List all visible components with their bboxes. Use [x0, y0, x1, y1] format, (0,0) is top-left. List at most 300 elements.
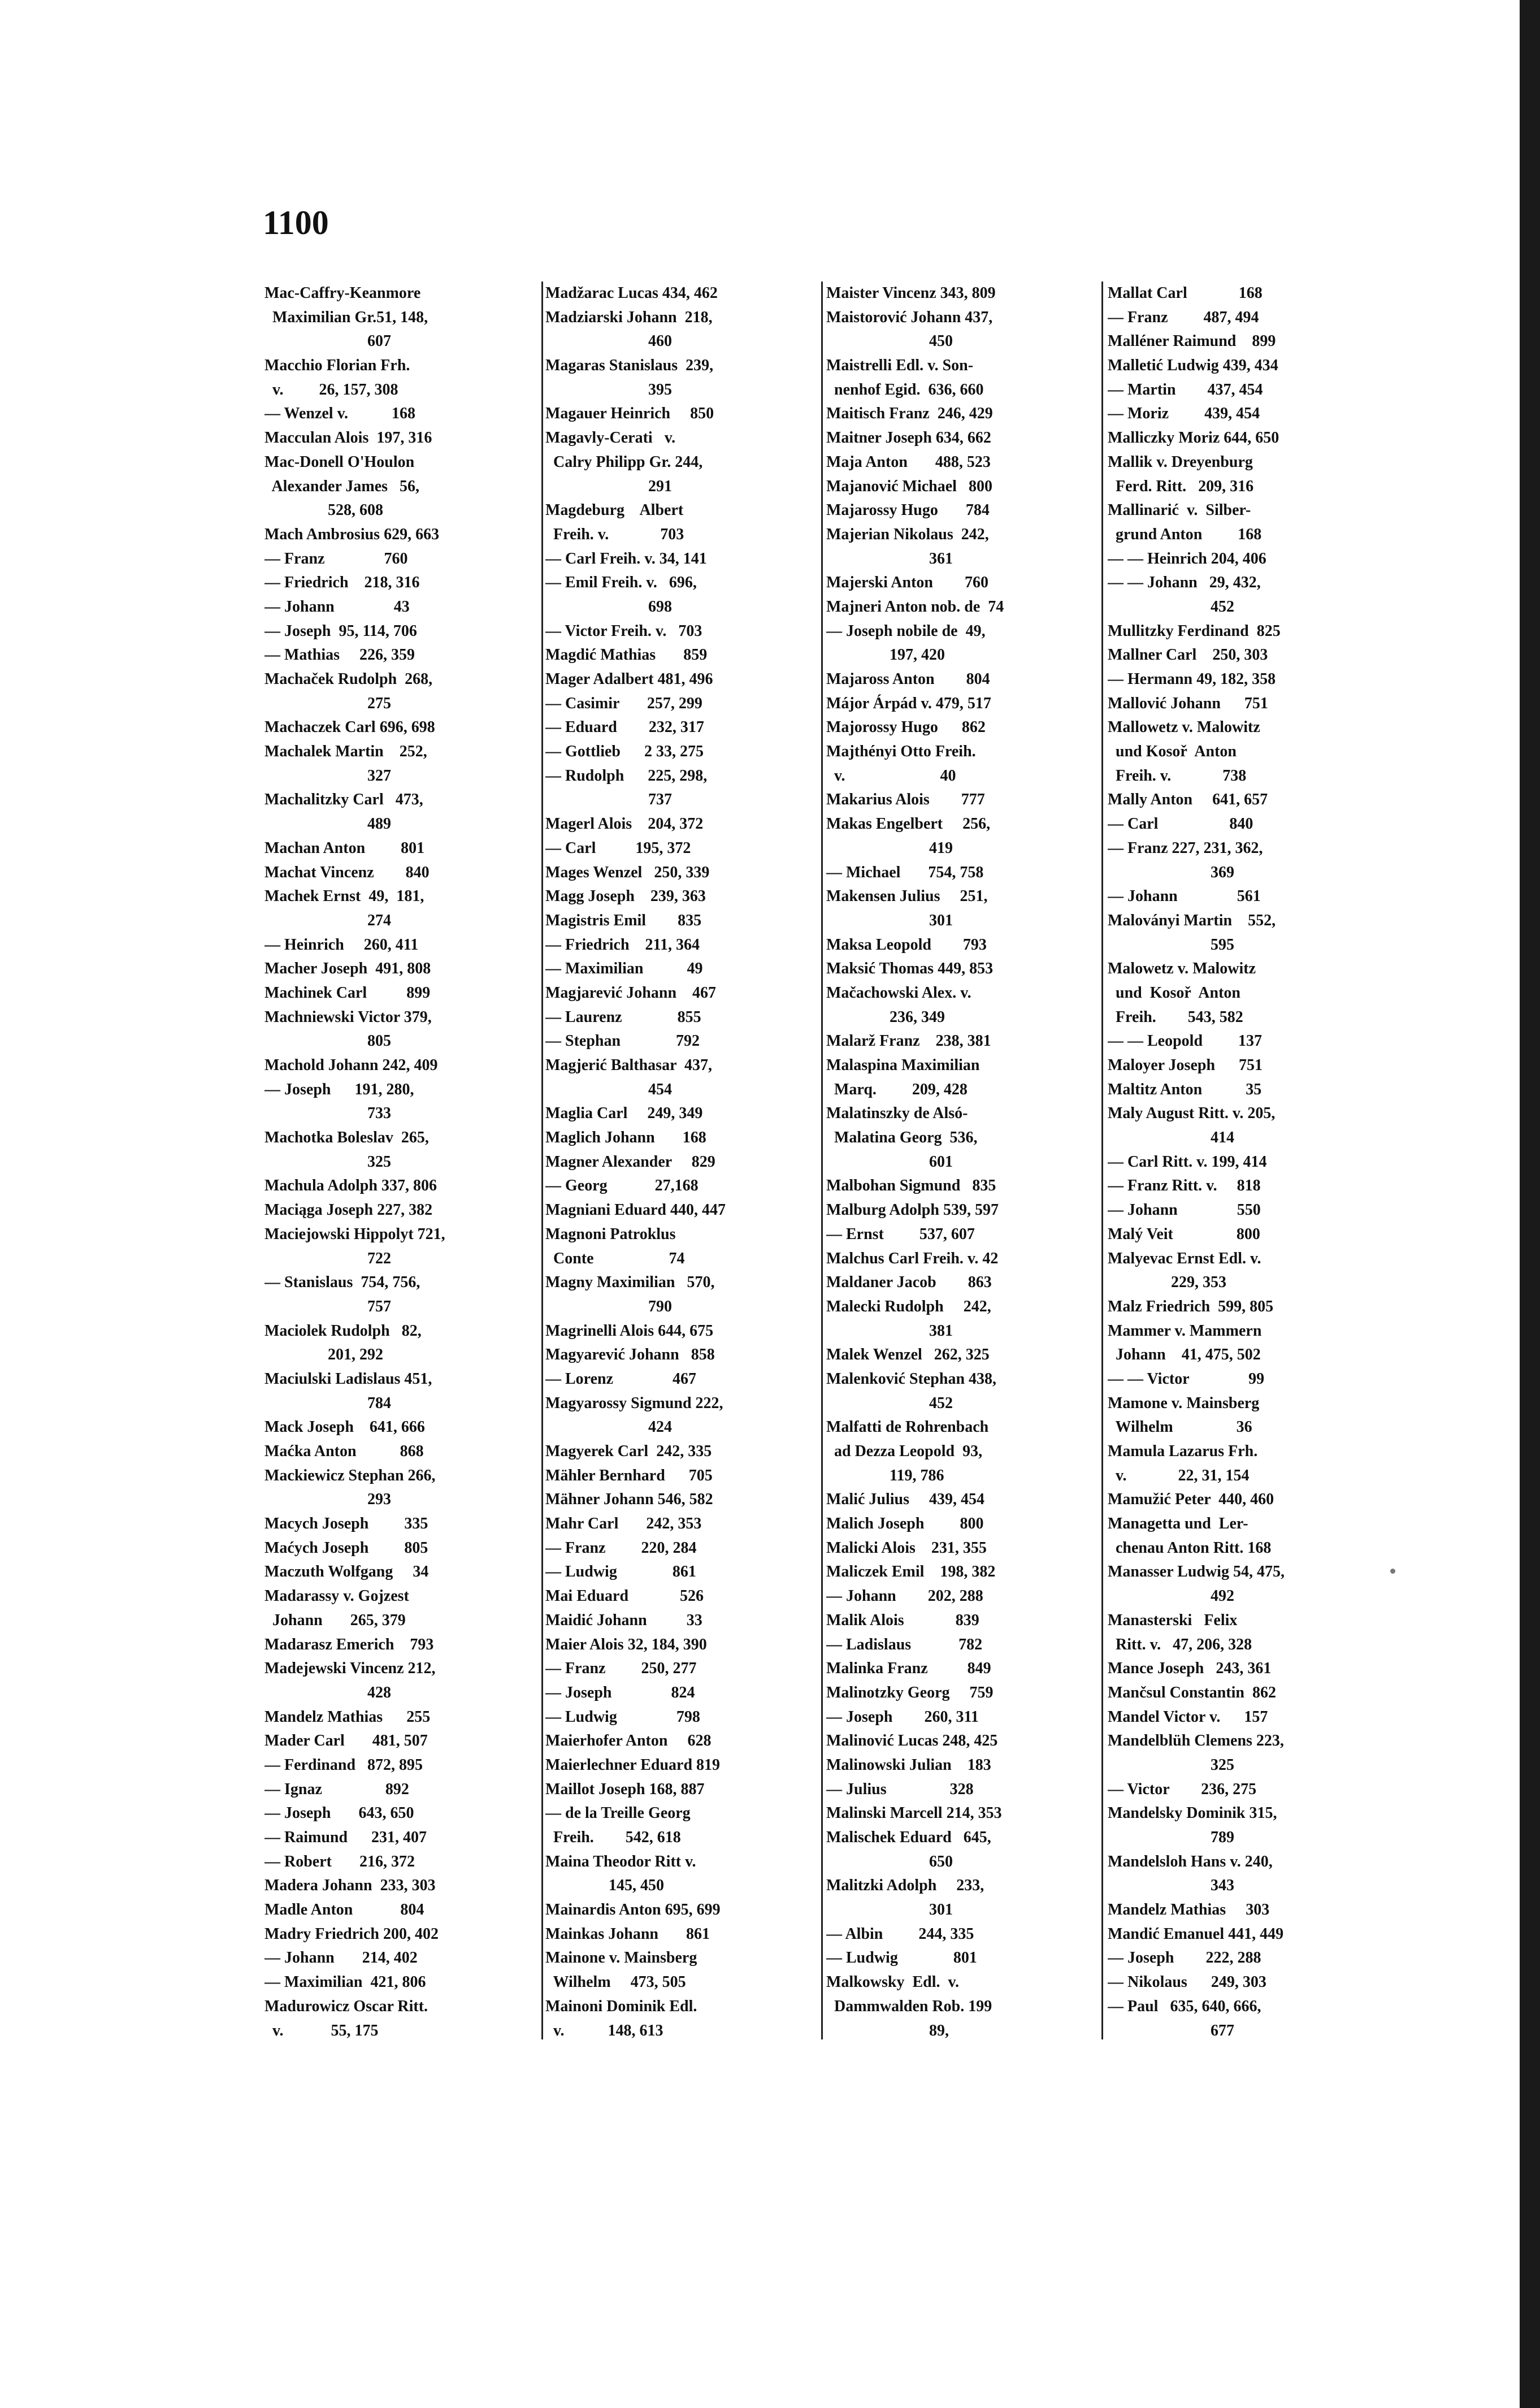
index-entry-line: — Franz 220, 284 — [545, 1539, 697, 1557]
index-entry-line: Maierhofer Anton 628 — [545, 1732, 712, 1750]
index-entry-line: 454 — [545, 1080, 672, 1098]
index-entry-line: Maglich Johann 168 — [545, 1129, 706, 1147]
index-entry-line: — Mathias 226, 359 — [264, 646, 415, 664]
index-entry-line: Mandelblüh Clemens 223, — [1108, 1732, 1284, 1750]
index-entry-line: Majaross Anton 804 — [826, 670, 990, 688]
index-entry-line: Malarž Franz 238, 381 — [826, 1032, 991, 1050]
index-entry-line: Mainkas Johann 861 — [545, 1925, 710, 1943]
index-entry-line: Machula Adolph 337, 806 — [264, 1177, 437, 1195]
index-entry-line: Maja Anton 488, 523 — [826, 453, 991, 471]
index-entry-line: Maćka Anton 868 — [264, 1443, 424, 1460]
index-entry-line: Madry Friedrich 200, 402 — [264, 1925, 439, 1943]
index-entry-line: Magyerek Carl 242, 335 — [545, 1443, 712, 1460]
index-entry-line: v. 148, 613 — [545, 2021, 663, 2039]
index-entry-line: Maliczek Emil 198, 382 — [826, 1563, 996, 1581]
index-entry-line: und Kosoř Anton — [1108, 984, 1240, 1002]
index-entry-line: Mallinarić v. Silber- — [1108, 501, 1251, 519]
index-entry-line: — de la Treille Georg — [545, 1804, 691, 1822]
index-entry-line: nenhof Egid. 636, 660 — [826, 380, 984, 399]
index-entry-line: Magner Alexander 829 — [545, 1153, 715, 1171]
index-entry-line: v. 22, 31, 154 — [1108, 1466, 1250, 1484]
index-entry-line: — Joseph 191, 280, — [264, 1080, 414, 1098]
index-entry-line: Mach Ambrosius 629, 663 — [264, 525, 440, 543]
index-entry-line: Mance Joseph 243, 361 — [1108, 1660, 1272, 1678]
index-entry-line: Machalitzky Carl 473, — [264, 791, 423, 809]
index-entry-line: 201, 292 — [264, 1346, 383, 1364]
index-entry-line: — Carl 195, 372 — [545, 839, 691, 857]
index-entry-line: Maltitz Anton 35 — [1108, 1080, 1262, 1098]
index-entry-line: Mandelsky Dominik 315, — [1108, 1804, 1277, 1822]
index-entry-line: Mages Wenzel 250, 339 — [545, 863, 710, 881]
index-entry-line: 293 — [264, 1491, 391, 1509]
index-entry-line: — — Leopold 137 — [1108, 1032, 1263, 1050]
index-entry-line: — Heinrich 260, 411 — [264, 936, 419, 954]
index-entry-line: Magny Maximilian 570, — [545, 1274, 715, 1292]
index-entry-line: — Carl 840 — [1108, 815, 1253, 833]
index-entry-line: Madžarac Lucas 434, 462 — [545, 284, 718, 302]
index-entry-line: Malyevac Ernst Edl. v. — [1108, 1249, 1261, 1267]
index-entry-line: — Franz 250, 277 — [545, 1660, 697, 1678]
index-entry-line: Madarassy v. Gojzest — [264, 1587, 409, 1605]
index-entry-line: 89, — [826, 2021, 949, 2039]
index-entry-line: Malatina Georg 536, — [826, 1129, 978, 1147]
index-entry-line: Magistris Emil 835 — [545, 911, 702, 929]
index-entry-line: Maina Theodor Ritt v. — [545, 1852, 696, 1870]
index-entry-line: Mähner Johann 546, 582 — [545, 1491, 713, 1509]
index-entry-line: Maistrelli Edl. v. Son- — [826, 357, 974, 375]
index-entry-line: 414 — [1108, 1129, 1234, 1147]
index-column-3 — [826, 281, 1092, 2043]
index-entry-line: — — Heinrich 204, 406 — [1108, 549, 1266, 568]
index-entry-line: Managetta und Ler- — [1108, 1515, 1248, 1533]
index-entry-line: Malletić Ludwig 439, 434 — [1108, 357, 1278, 375]
index-entry-line: Malich Joseph 800 — [826, 1515, 984, 1533]
index-entry-line: Maciolek Rudolph 82, — [264, 1322, 422, 1340]
index-entry-line: Machan Anton 801 — [264, 839, 425, 857]
index-entry-line: Maier Alois 32, 184, 390 — [545, 1635, 707, 1653]
index-entry-line: Maitner Joseph 634, 662 — [826, 429, 991, 447]
index-entry-line: v. 40 — [826, 766, 956, 785]
index-entry-line: Maćych Joseph 805 — [264, 1539, 428, 1557]
index-entry-line: Mainoni Dominik Edl. — [545, 1997, 697, 2015]
index-entry-line: Maglia Carl 249, 349 — [545, 1105, 703, 1123]
index-entry-line: Malowetz v. Malowitz — [1108, 960, 1256, 978]
index-entry-line: — Maximilian 421, 806 — [264, 1973, 426, 1991]
index-entry-line: Conte 74 — [545, 1249, 685, 1267]
margin-dot — [1390, 1569, 1395, 1574]
index-entry-line: — Franz 760 — [264, 549, 408, 568]
index-entry-line: Maillot Joseph 168, 887 — [545, 1780, 705, 1798]
index-entry-line: Mainone v. Mainsberg — [545, 1949, 697, 1967]
index-entry-line: Marq. 209, 428 — [826, 1080, 968, 1098]
index-entry-line: Machotka Boleslav 265, — [264, 1129, 429, 1147]
index-entry-line: Malischek Eduard 645, — [826, 1829, 991, 1846]
index-entry-line: 395 — [545, 380, 672, 399]
index-entry-line: Mamužić Peter 440, 460 — [1108, 1491, 1274, 1509]
index-entry-line: Mandelz Mathias 255 — [264, 1708, 431, 1726]
index-entry-line: Malitzki Adolph 233, — [826, 1877, 984, 1895]
index-entry-line: — Ludwig 801 — [826, 1949, 977, 1967]
index-entry-line: Makensen Julius 251, — [826, 887, 988, 906]
index-column-1 — [264, 281, 530, 2043]
index-entry-line: chenau Anton Ritt. 168 — [1108, 1539, 1272, 1557]
index-entry-line: — Wenzel v. 168 — [264, 405, 416, 423]
index-entry-line: Magavly-Cerati v. — [545, 429, 676, 447]
index-entry-line: — Laurenz 855 — [545, 1008, 701, 1026]
index-entry-line: — Stanislaus 754, 756, — [264, 1274, 420, 1292]
index-entry-line: 119, 786 — [826, 1466, 944, 1484]
index-entry-line: Mallowetz v. Malowitz — [1108, 718, 1260, 737]
index-entry-line: 274 — [264, 911, 391, 929]
index-entry-line: 722 — [264, 1249, 391, 1267]
index-entry-line: — Julius 328 — [826, 1780, 974, 1798]
index-entry-line: Majerski Anton 760 — [826, 574, 988, 592]
index-entry-line: Johann 41, 475, 502 — [1108, 1346, 1261, 1364]
index-entry-line: — Carl Ritt. v. 199, 414 — [1108, 1153, 1267, 1171]
index-entry-line: 419 — [826, 839, 953, 857]
index-entry-line: Magnoni Patroklus — [545, 1225, 676, 1243]
index-entry-line: 301 — [826, 911, 953, 929]
index-entry-line: — Franz 227, 231, 362, — [1108, 839, 1263, 857]
index-entry-line: 428 — [264, 1683, 391, 1701]
index-entry-line: — Victor 236, 275 — [1108, 1780, 1257, 1798]
index-entry-line: — Ferdinand 872, 895 — [264, 1756, 423, 1774]
index-entry-line: Madera Johann 233, 303 — [264, 1877, 436, 1895]
index-entry-line: Malinka Franz 849 — [826, 1660, 991, 1678]
index-entry-line: — Ladislaus 782 — [826, 1635, 983, 1653]
index-entry-line: Johann 265, 379 — [264, 1611, 406, 1629]
index-entry-line: Malinski Marcell 214, 353 — [826, 1804, 1002, 1822]
index-entry-line: 607 — [264, 332, 391, 350]
index-entry-line: Mallat Carl 168 — [1108, 284, 1263, 302]
index-entry-line: Maierlechner Eduard 819 — [545, 1756, 721, 1774]
index-entry-line: — Ignaz 892 — [264, 1780, 409, 1798]
index-entry-line: Wilhelm 473, 505 — [545, 1973, 686, 1991]
index-entry-line: Freih. 542, 618 — [545, 1829, 681, 1846]
index-entry-line: Magaras Stanislaus 239, — [545, 357, 714, 375]
index-entry-line: — Gottlieb 2 33, 275 — [545, 743, 704, 761]
index-entry-line: 452 — [1108, 597, 1234, 616]
index-entry-line: Macych Joseph 335 — [264, 1515, 428, 1533]
index-entry-line: 275 — [264, 694, 391, 712]
index-entry-line: Macculan Alois 197, 316 — [264, 429, 432, 447]
index-entry-line: — Lorenz 467 — [545, 1370, 697, 1388]
index-entry-line: 650 — [826, 1852, 953, 1870]
index-entry-line: und Kosoř Anton — [1108, 743, 1237, 761]
index-entry-line: Mandel Victor v. 157 — [1108, 1708, 1268, 1726]
index-entry-line: Mager Adalbert 481, 496 — [545, 670, 713, 688]
index-entry-line: — Raimund 231, 407 — [264, 1829, 427, 1846]
index-entry-line: — Joseph 260, 311 — [826, 1708, 979, 1726]
index-entry-line: 492 — [1108, 1587, 1234, 1605]
index-entry-line: Freih. v. 738 — [1108, 766, 1247, 785]
index-entry-line: Mackiewicz Stephan 266, — [264, 1466, 436, 1484]
index-entry-line: Magdić Mathias 859 — [545, 646, 708, 664]
index-entry-line: 790 — [545, 1297, 672, 1315]
index-entry-line: Malek Wenzel 262, 325 — [826, 1346, 990, 1364]
index-entry-line: 229, 353 — [1108, 1274, 1226, 1292]
index-entry-line: 424 — [545, 1418, 672, 1436]
index-entry-line: Calry Philipp Gr. 244, — [545, 453, 703, 471]
index-entry-line: Magyarević Johann 858 — [545, 1346, 715, 1364]
column-rule — [821, 281, 823, 2039]
index-entry-line: — Franz Ritt. v. 818 — [1108, 1177, 1261, 1195]
index-entry-line: Mai Eduard 526 — [545, 1587, 704, 1605]
index-entry-line: Malenković Stephan 438, — [826, 1370, 997, 1388]
index-entry-line: — — Victor 99 — [1108, 1370, 1265, 1388]
index-entry-line: Majorossy Hugo 862 — [826, 718, 986, 737]
index-entry-line: Malliczky Moriz 644, 650 — [1108, 429, 1279, 447]
index-entry-line: Machold Johann 242, 409 — [264, 1056, 438, 1074]
index-entry-line: Magniani Eduard 440, 447 — [545, 1201, 726, 1219]
index-entry-line: Malinotzky Georg 759 — [826, 1683, 994, 1701]
index-entry-line: Majthényi Otto Freih. — [826, 743, 976, 761]
index-entry-line: Mally Anton 641, 657 — [1108, 791, 1268, 809]
index-entry-line: Mandelsloh Hans v. 240, — [1108, 1852, 1273, 1870]
index-entry-line: 460 — [545, 332, 672, 350]
index-entry-line: Malfatti de Rohrenbach — [826, 1418, 989, 1436]
index-entry-line: Mac-Caffry-Keanmore — [264, 284, 421, 302]
index-entry-line: 737 — [545, 791, 672, 809]
index-entry-line: Malchus Carl Freih. v. 42 — [826, 1249, 999, 1267]
index-entry-line: Mallik v. Dreyenburg — [1108, 453, 1253, 471]
index-entry-line: Machat Vincenz 840 — [264, 863, 430, 881]
index-entry-line: — Eduard 232, 317 — [545, 718, 704, 737]
index-entry-line: Malaspina Maximilian — [826, 1056, 980, 1074]
index-entry-line: Malatinszky de Alsó- — [826, 1105, 968, 1123]
index-entry-line: — Ludwig 861 — [545, 1563, 696, 1581]
index-entry-line: Madarasz Emerich 793 — [264, 1635, 434, 1653]
index-entry-line: — Emil Freih. v. 696, — [545, 574, 697, 592]
index-entry-line: Magauer Heinrich 850 — [545, 405, 714, 423]
index-entry-line: Malinowski Julian 183 — [826, 1756, 991, 1774]
index-entry-line: — Joseph 824 — [545, 1683, 695, 1701]
index-entry-line: — — Johann 29, 432, — [1108, 574, 1261, 592]
index-entry-line: Mahr Carl 242, 353 — [545, 1515, 702, 1533]
index-entry-line: Majanović Michael 800 — [826, 477, 992, 495]
index-entry-line: 733 — [264, 1105, 391, 1123]
index-entry-line: 528, 608 — [264, 501, 383, 519]
index-entry-line: Machinek Carl 899 — [264, 984, 431, 1002]
index-entry-line: — Robert 216, 372 — [264, 1852, 415, 1870]
index-column-2 — [545, 281, 811, 2043]
index-entry-line: Machaczek Carl 696, 698 — [264, 718, 435, 737]
index-entry-line: Maczuth Wolfgang 34 — [264, 1563, 429, 1581]
index-entry-line: Freih. v. 703 — [545, 525, 684, 543]
index-entry-line: — Nikolaus 249, 303 — [1108, 1973, 1266, 1991]
index-entry-line: — Johann 550 — [1108, 1201, 1261, 1219]
index-entry-line: 489 — [264, 815, 391, 833]
index-entry-line: — Friedrich 211, 364 — [545, 936, 700, 954]
index-entry-line: Mandelz Mathias 303 — [1108, 1901, 1270, 1919]
index-entry-line: Mančsul Constantin 862 — [1108, 1683, 1276, 1701]
index-entry-line: Magyarossy Sigmund 222, — [545, 1394, 723, 1412]
index-entry-line: Malléner Raimund 899 — [1108, 332, 1276, 350]
index-entry-line: 595 — [1108, 936, 1234, 954]
index-entry-line: Magjerić Balthasar 437, — [545, 1056, 712, 1074]
index-entry-line: Makas Engelbert 256, — [826, 815, 991, 833]
page-number: 1100 — [263, 204, 329, 241]
index-entry-line: 236, 349 — [826, 1008, 945, 1026]
index-entry-line: — Stephan 792 — [545, 1032, 700, 1050]
index-entry-line: 452 — [826, 1394, 953, 1412]
index-entry-line: Manasterski Felix — [1108, 1611, 1238, 1629]
index-entry-line: Malburg Adolph 539, 597 — [826, 1201, 999, 1219]
index-entry-line: Majerian Nikolaus 242, — [826, 525, 989, 543]
index-entry-line: — Johann 214, 402 — [264, 1949, 418, 1967]
index-entry-line: — Georg 27,168 — [545, 1177, 699, 1195]
index-entry-line: 381 — [826, 1322, 953, 1340]
index-entry-line: Ritt. v. 47, 206, 328 — [1108, 1635, 1252, 1653]
index-entry-line: Madurowicz Oscar Ritt. — [264, 1997, 428, 2015]
index-entry-line: v. 55, 175 — [264, 2021, 379, 2039]
index-entry-line: — Albin 244, 335 — [826, 1925, 974, 1943]
index-entry-line: Magerl Alois 204, 372 — [545, 815, 704, 833]
index-entry-line: 450 — [826, 332, 953, 350]
index-entry-line: Malkowsky Edl. v. — [826, 1973, 959, 1991]
index-entry-line: Mainardis Anton 695, 699 — [545, 1901, 721, 1919]
index-entry-line: Maksić Thomas 449, 853 — [826, 960, 994, 978]
index-entry-line: Manasser Ludwig 54, 475, — [1108, 1563, 1285, 1581]
index-entry-line: 601 — [826, 1153, 953, 1171]
index-entry-line: Maciąga Joseph 227, 382 — [264, 1201, 433, 1219]
index-entry-line: Macchio Florian Frh. — [264, 357, 410, 375]
index-entry-line: 805 — [264, 1032, 391, 1050]
index-entry-line: 327 — [264, 766, 391, 785]
index-entry-line: Malbohan Sigmund 835 — [826, 1177, 996, 1195]
index-entry-line: Mallović Johann 751 — [1108, 694, 1268, 712]
index-entry-line: 325 — [1108, 1756, 1234, 1774]
index-entry-line: Maciejowski Hippolyt 721, — [264, 1225, 445, 1243]
index-entry-line: — Maximilian 49 — [545, 960, 703, 978]
index-entry-line: Madejewski Vincenz 212, — [264, 1660, 436, 1678]
index-entry-line: — Hermann 49, 182, 358 — [1108, 670, 1276, 688]
index-entry-line: Macher Joseph 491, 808 — [264, 960, 431, 978]
index-entry-line: Alexander James 56, — [264, 477, 420, 495]
index-entry-line: Majneri Anton nob. de 74 — [826, 597, 1004, 616]
index-entry-line: Madle Anton 804 — [264, 1901, 424, 1919]
index-entry-line: Maitisch Franz 246, 429 — [826, 405, 993, 423]
index-entry-line: Malecki Rudolph 242, — [826, 1297, 991, 1315]
index-entry-line: Maly August Ritt. v. 205, — [1108, 1105, 1276, 1123]
index-entry-line: Maloványi Martin 552, — [1108, 911, 1276, 929]
index-entry-line: Malicki Alois 231, 355 — [826, 1539, 987, 1557]
index-entry-line: Maksa Leopold 793 — [826, 936, 987, 954]
index-entry-line: Malz Friedrich 599, 805 — [1108, 1297, 1274, 1315]
index-entry-line: Mamone v. Mainsberg — [1108, 1394, 1260, 1412]
index-entry-line: — Joseph 643, 650 — [264, 1804, 414, 1822]
index-entry-line: 325 — [264, 1153, 391, 1171]
index-entry-line: Machaček Rudolph 268, — [264, 670, 433, 688]
index-entry-line: Májor Árpád v. 479, 517 — [826, 694, 991, 712]
index-entry-line: Mačachowski Alex. v. — [826, 984, 971, 1002]
index-entry-line: — Johann 202, 288 — [826, 1587, 983, 1605]
index-entry-line: Mac-Donell O'Houlon — [264, 453, 415, 471]
index-entry-line: Maloyer Joseph 751 — [1108, 1056, 1263, 1074]
index-entry-line: Malý Veit 800 — [1108, 1225, 1260, 1243]
index-entry-line: — Carl Freih. v. 34, 141 — [545, 549, 707, 568]
index-entry-line: — Ludwig 798 — [545, 1708, 700, 1726]
index-entry-line: 197, 420 — [826, 646, 945, 664]
index-entry-line: Wilhelm 36 — [1108, 1418, 1252, 1436]
index-entry-line: v. 26, 157, 308 — [264, 380, 398, 399]
index-entry-line: Mähler Bernhard 705 — [545, 1466, 713, 1484]
index-entry-line: Mader Carl 481, 507 — [264, 1732, 428, 1750]
index-entry-line: — Joseph 222, 288 — [1108, 1949, 1261, 1967]
index-entry-line: — Moriz 439, 454 — [1108, 405, 1260, 423]
index-entry-line: Maciulski Ladislaus 451, — [264, 1370, 432, 1388]
index-entry-line: grund Anton 168 — [1108, 525, 1262, 543]
index-entry-line: — Friedrich 218, 316 — [264, 574, 420, 592]
index-entry-line: ad Dezza Leopold 93, — [826, 1443, 983, 1460]
index-entry-line: Mack Joseph 641, 666 — [264, 1418, 425, 1436]
index-entry-line: 698 — [545, 597, 672, 616]
index-entry-line: 677 — [1108, 2021, 1234, 2039]
index-entry-line: — Joseph nobile de 49, — [826, 622, 986, 640]
index-entry-line: Maistorović Johann 437, — [826, 308, 993, 326]
index-entry-line: Mandić Emanuel 441, 449 — [1108, 1925, 1284, 1943]
index-entry-line: Magrinelli Alois 644, 675 — [545, 1322, 714, 1340]
index-entry-line: — Franz 487, 494 — [1108, 308, 1259, 326]
index-entry-line: Machalek Martin 252, — [264, 743, 427, 761]
index-entry-line: Mallner Carl 250, 303 — [1108, 646, 1268, 664]
index-entry-line: — Victor Freih. v. 703 — [545, 622, 702, 640]
index-entry-line: Ferd. Ritt. 209, 316 — [1108, 477, 1254, 495]
index-entry-line: — Michael 754, 758 — [826, 863, 984, 881]
index-entry-line: Makarius Alois 777 — [826, 791, 985, 809]
index-entry-line: — Ernst 537, 607 — [826, 1225, 975, 1243]
index-entry-line: Malik Alois 839 — [826, 1611, 979, 1629]
index-entry-line: Magjarević Johann 467 — [545, 984, 717, 1002]
index-entry-line: Mullitzky Ferdinand 825 — [1108, 622, 1281, 640]
index-entry-line: Maister Vincenz 343, 809 — [826, 284, 996, 302]
index-entry-line: 343 — [1108, 1877, 1234, 1895]
index-entry-line: — Johann 43 — [264, 597, 410, 616]
index-entry-line: Malinović Lucas 248, 425 — [826, 1732, 998, 1750]
column-rule — [541, 281, 543, 2039]
index-entry-line: 145, 450 — [545, 1877, 664, 1895]
index-entry-line: Maximilian Gr.51, 148, — [264, 308, 428, 326]
index-entry-line: Machek Ernst 49, 181, — [264, 887, 424, 906]
index-entry-line: 361 — [826, 549, 953, 568]
index-entry-line: 757 — [264, 1297, 391, 1315]
index-entry-line: 784 — [264, 1394, 391, 1412]
index-entry-line: Malić Julius 439, 454 — [826, 1491, 985, 1509]
index-entry-line: 291 — [545, 477, 672, 495]
index-entry-line: Maidić Johann 33 — [545, 1611, 702, 1629]
index-entry-line: Magg Joseph 239, 363 — [545, 887, 706, 906]
index-entry-line: — Rudolph 225, 298, — [545, 766, 708, 785]
index-entry-line: Dammwalden Rob. 199 — [826, 1997, 992, 2015]
index-entry-line: — Paul 635, 640, 666, — [1108, 1997, 1261, 2015]
index-entry-line: Mammer v. Mammern — [1108, 1322, 1262, 1340]
index-entry-line: Machniewski Victor 379, — [264, 1008, 432, 1026]
index-entry-line: — Joseph 95, 114, 706 — [264, 622, 417, 640]
index-entry-line: Mamula Lazarus Frh. — [1108, 1443, 1258, 1460]
column-rule — [1101, 281, 1103, 2039]
index-entry-line: Freih. 543, 582 — [1108, 1008, 1243, 1026]
index-entry-line: — Casimir 257, 299 — [545, 694, 702, 712]
index-entry-line: Madziarski Johann 218, — [545, 308, 713, 326]
index-entry-line: Majarossy Hugo 784 — [826, 501, 990, 519]
index-entry-line: — Martin 437, 454 — [1108, 380, 1263, 399]
index-entry-line: Magdeburg Albert — [545, 501, 684, 519]
index-entry-line: 369 — [1108, 863, 1234, 881]
index-entry-line: — Johann 561 — [1108, 887, 1261, 906]
page-edge — [1520, 0, 1540, 2408]
index-entry-line: 789 — [1108, 1829, 1234, 1846]
index-entry-line: Maldaner Jacob 863 — [826, 1274, 992, 1292]
